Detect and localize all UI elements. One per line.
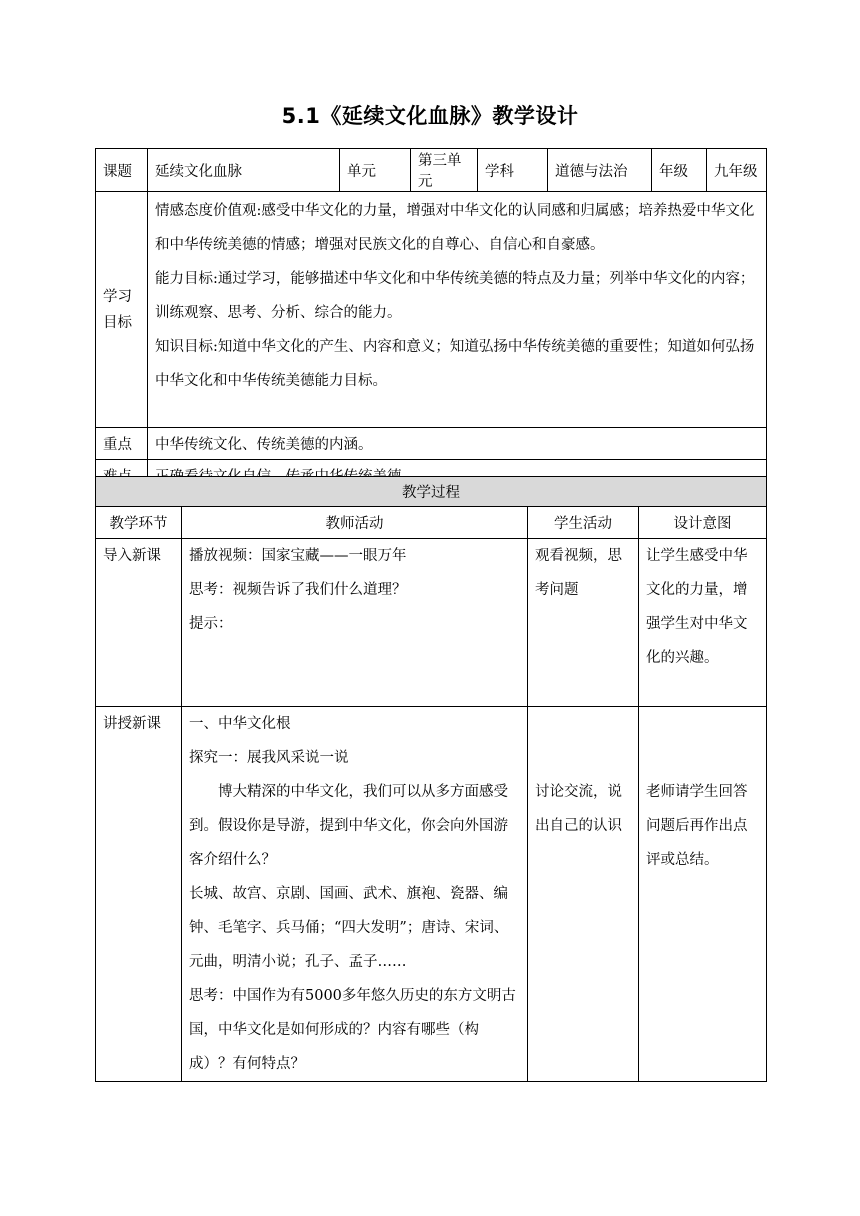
lecture-teacher [182, 707, 528, 1082]
objectives-label-line1: 学习 [103, 288, 132, 305]
intro-teacher [182, 539, 528, 707]
lecture-inquiry: 探究一：展我风采说一说 [189, 750, 349, 766]
intro-stage: 导入新课 [96, 539, 182, 707]
intro-intent: 让学生感受中华文化的力量，增强学生对中华文化的兴趣。 [639, 539, 767, 707]
intro-teacher-line: 播放视频：国家宝藏——一眼万年 [189, 548, 407, 564]
objective-emotion: 情感态度价值观:感受中华文化的力量，增强对中华文化的认同感和归属感；培养热爱中华文化和中华传统美德的情感；增强对民族文化的自尊心、自信心和自豪感。 [155, 203, 755, 253]
unit-value: 第三单元 [411, 149, 478, 192]
process-header: 教学过程 [96, 477, 767, 507]
lecture-question: 思考：中国作为有5000多年悠久历史的东方文明古国，中华文化是如何形成的？内容有哪些（构成）？有何特点？ [189, 988, 516, 1072]
key-point-label: 重点 [96, 428, 148, 460]
lecture-paragraph: 博大精深的中华文化，我们可以从多方面感受到。假设你是导游，提到中华文化，你会向外国游客介绍什么？ [189, 784, 508, 868]
grade-label: 年级 [652, 149, 707, 192]
intro-teacher-line: 思考：视频告诉了我们什么道理？ [189, 582, 407, 598]
process-table [95, 476, 767, 1082]
col-intent: 设计意图 [639, 507, 767, 539]
lecture-heading: 一、中华文化根 [189, 716, 291, 732]
subject-value: 道德与法治 [548, 149, 652, 192]
objectives-label [96, 192, 148, 428]
topic-label: 课题 [96, 149, 148, 192]
objective-ability: 能力目标:通过学习，能够描述中华文化和中华传统美德的特点及力量；列举中华文化的内容；训练观察、思考、分析、综合的能力。 [155, 271, 755, 321]
col-stage: 教学环节 [96, 507, 182, 539]
key-point-value: 中华传统文化、传统美德的内涵。 [148, 428, 767, 460]
topic-value: 延续文化血脉 [148, 149, 340, 192]
grade-value: 九年级 [707, 149, 767, 192]
lecture-examples: 长城、故宫、京剧、国画、武术、旗袍、瓷器、编钟、毛笔字、兵马俑；“四大发明”；唐诗、宋词、元曲，明清小说；孔子、孟子…… [189, 886, 509, 970]
intro-student: 观看视频，思考问题 [528, 539, 639, 707]
intro-teacher-line: 提示： [189, 616, 233, 632]
lecture-stage: 讲授新课 [96, 707, 182, 1082]
objective-knowledge: 知识目标:知道中华文化的产生、内容和意义；知道弘扬中华传统美德的重要性；知道如何弘扬中华文化和中华传统美德能力目标。 [155, 339, 755, 389]
info-table [95, 148, 767, 492]
subject-label: 学科 [478, 149, 548, 192]
col-student: 学生活动 [528, 507, 639, 539]
lecture-student [528, 707, 639, 1082]
document-title: 5.1《延续文化血脉》教学设计 [281, 104, 579, 128]
objectives-content [148, 192, 767, 428]
lecture-intent-text: 老师请学生回答问题后再作出点评或总结。 [646, 784, 748, 868]
unit-label: 单元 [340, 149, 411, 192]
objectives-label-line2: 目标 [103, 314, 132, 331]
col-teacher: 教师活动 [182, 507, 528, 539]
lecture-intent [639, 707, 767, 1082]
lecture-student-text: 讨论交流，说出自己的认识 [535, 784, 622, 834]
